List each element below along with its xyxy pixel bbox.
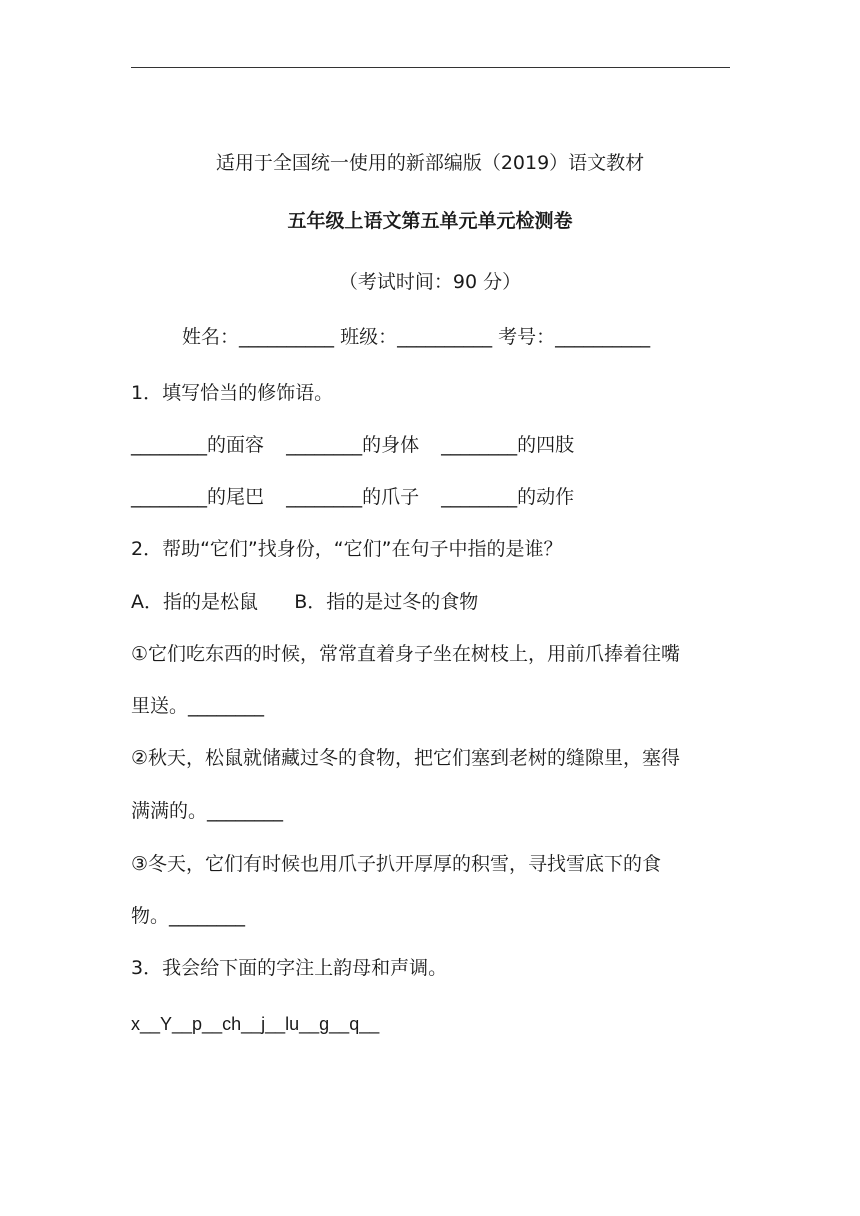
q1-item[interactable]: ________的四肢	[441, 434, 575, 456]
q1-row-2	[131, 485, 574, 509]
q3-prompt: 3．我会给下面的字注上韵母和声调。	[131, 957, 448, 979]
q2-sentence-3-line-1: ③冬天，它们有时候也用爪子扒开厚厚的积雪，寻找雪底下的食	[131, 853, 662, 875]
class-label: 班级：	[340, 326, 398, 348]
name-field[interactable]: __________	[239, 326, 335, 348]
q1-prompt: 1．填写恰当的修饰语。	[131, 382, 334, 404]
name-label: 姓名：	[182, 326, 240, 348]
q1-item[interactable]: ________的爪子	[286, 486, 420, 508]
q2-sentence-3-line-2[interactable]: 物。________	[131, 905, 246, 927]
q2-sentence-2-line-1: ②秋天，松鼠就储藏过冬的食物，把它们塞到老树的缝隙里，塞得	[131, 747, 681, 769]
q1-item[interactable]: ________的面容	[131, 434, 265, 456]
q1-row-1	[131, 433, 574, 457]
doc-title: 五年级上语文第五单元单元检测卷	[287, 210, 573, 232]
header-rule	[131, 67, 730, 68]
q2-prompt: 2．帮助“它们”找身份，“它们”在句子中指的是谁？	[131, 538, 563, 560]
student-info-row	[182, 325, 650, 349]
id-label: 考号：	[498, 326, 556, 348]
class-field[interactable]: __________	[397, 326, 493, 348]
doc-subtitle: 适用于全国统一使用的新部编版（2019）语文教材	[215, 152, 645, 174]
q2-sentence-1-line-2[interactable]: 里送。________	[131, 695, 265, 717]
q2-options: A．指的是松鼠 B．指的是过冬的食物	[131, 591, 479, 613]
q2-sentence-2-line-2[interactable]: 满满的。________	[131, 800, 284, 822]
exam-time: （考试时间：90 分）	[338, 271, 522, 293]
q1-item[interactable]: ________的动作	[441, 486, 575, 508]
q3-items[interactable]: x__Y__p__ch__j__lu__g__q__	[131, 1014, 380, 1034]
id-field[interactable]: __________	[555, 326, 651, 348]
q2-sentence-1-line-1: ①它们吃东西的时候，常常直着身子坐在树枝上，用前爪捧着往嘴	[131, 643, 681, 665]
q1-item[interactable]: ________的身体	[286, 434, 420, 456]
q1-item[interactable]: ________的尾巴	[131, 486, 265, 508]
